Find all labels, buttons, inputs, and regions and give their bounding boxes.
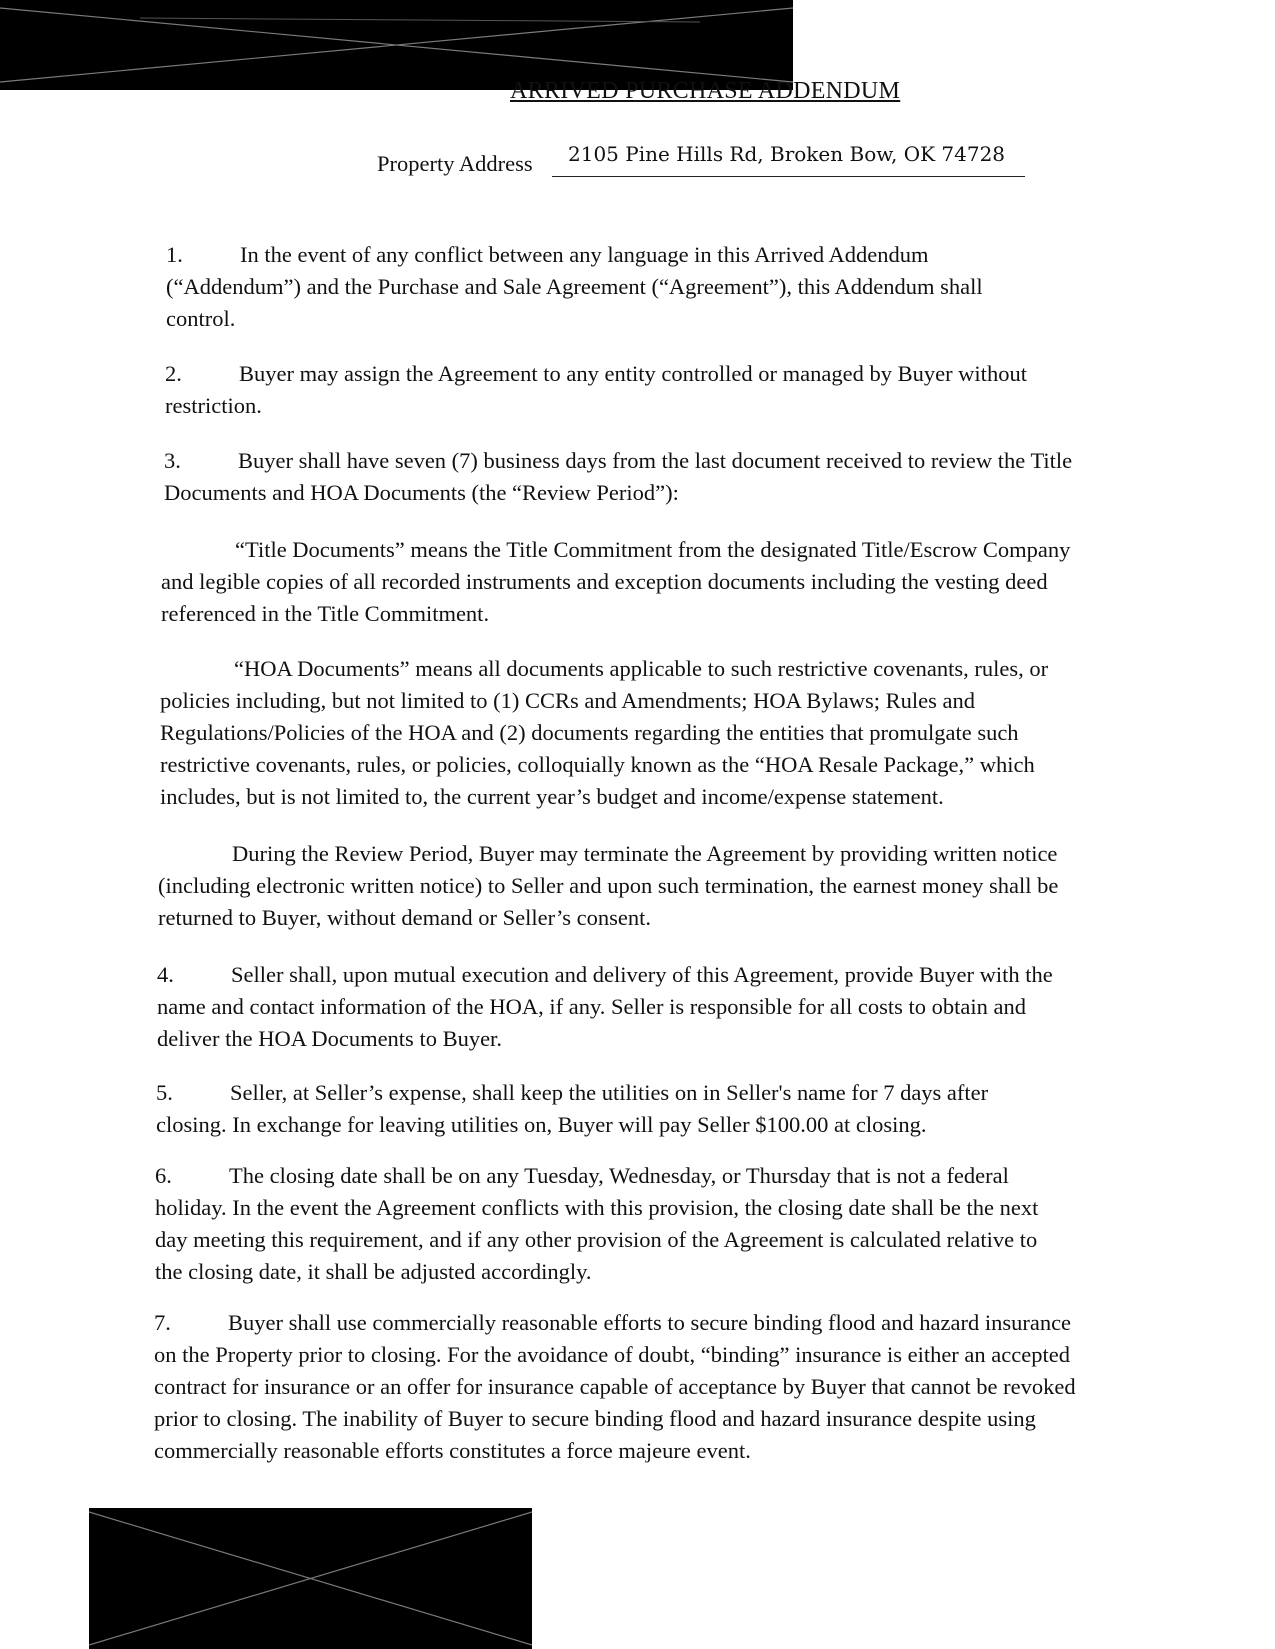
document-title: ARRIVED PURCHASE ADDENDUM <box>510 78 901 104</box>
clause-1 <box>166 239 1056 335</box>
clause-6 <box>155 1160 1070 1288</box>
paragraph-text: During the Review Period, Buyer may terminate the Agreement by providing written notice (including electronic written notice) to Seller and upon such termination, the earnest money shall be returned to Buyer, without demand or Seller’s consent. <box>158 841 1059 930</box>
clause-number: 3. <box>164 448 181 473</box>
clause-text: Seller shall, upon mutual execution and delivery of this Agreement, provide Buyer with the name and contact information of the HOA, if any. Seller is responsible for all costs to obtain and deliver the HOA Documents to Buyer. <box>157 962 1053 1051</box>
clause-4 <box>157 959 1092 1055</box>
review-period-termination <box>158 838 1093 934</box>
clause-number: 5. <box>156 1080 173 1105</box>
redaction-block-top <box>0 0 793 90</box>
property-address-value: 2105 Pine Hills Rd, Broken Bow, OK 74728 <box>568 142 1006 166</box>
clause-text: Buyer may assign the Agreement to any entity controlled or managed by Buyer without restriction. <box>165 361 1027 418</box>
clause-5 <box>156 1077 1061 1141</box>
clause-number: 7. <box>154 1310 171 1335</box>
paragraph-text: “Title Documents” means the Title Commitment from the designated Title/Escrow Company and legible copies of all recorded instruments and exception documents including the vesting deed referenced in the Title Commitment. <box>161 537 1071 626</box>
clause-number: 2. <box>165 361 182 386</box>
definition-hoa-documents <box>160 653 1110 813</box>
redaction-block-bottom <box>89 1508 532 1649</box>
paragraph-text: “HOA Documents” means all documents applicable to such restrictive covenants, rules, or policies including, but not limited to (1) CCRs and Amendments; HOA Bylaws; Rules and Regulations/Policies of the HOA and (2) documents regarding the entities that promulgate such restrictive covenants, rules, or policies, colloquially known as the “HOA Resale Package,” which includes, but is not limited to, the current year’s budget and income/expense statement. <box>160 656 1049 809</box>
clause-number: 4. <box>157 962 174 987</box>
definition-title-documents <box>161 534 1096 630</box>
clause-number: 1. <box>166 242 183 267</box>
property-address-label: Property Address <box>377 151 533 176</box>
clause-2 <box>165 358 1090 422</box>
clause-text: The closing date shall be on any Tuesday, Wednesday, or Thursday that is not a federal holiday. In the event the Agreement conflicts with this provision, the closing date shall be the next day meeting this requirement, and if any other provision of the Agreement is calculated relative to the closing date, it shall be adjusted accordingly. <box>155 1163 1039 1284</box>
clause-text: Buyer shall have seven (7) business days from the last document received to review the Title Documents and HOA Documents (the “Review Period”): <box>164 448 1073 505</box>
clause-number: 6. <box>155 1163 172 1188</box>
clause-text: Seller, at Seller’s expense, shall keep the utilities on in Seller's name for 7 days after closing. In exchange for leaving utilities on, Buyer will pay Seller $100.00 at closing. <box>156 1080 989 1137</box>
clause-text: In the event of any conflict between any language in this Arrived Addendum (“Addendum”) and the Purchase and Sale Agreement (“Agreement”), this Addendum shall control. <box>166 242 983 331</box>
clause-text: Buyer shall use commercially reasonable efforts to secure binding flood and hazard insurance on the Property prior to closing. For the avoidance of doubt, “binding” insurance is either an accepted contract for insurance or an offer for insurance capable of acceptance by Buyer that cannot be revoked prior to closing. The inability of Buyer to secure binding flood and hazard insurance despite using commercially reasonable efforts constitutes a force majeure event. <box>154 1310 1076 1463</box>
clause-3 <box>164 445 1089 509</box>
property-address-underline <box>552 176 1025 177</box>
clause-7 <box>154 1307 1089 1467</box>
